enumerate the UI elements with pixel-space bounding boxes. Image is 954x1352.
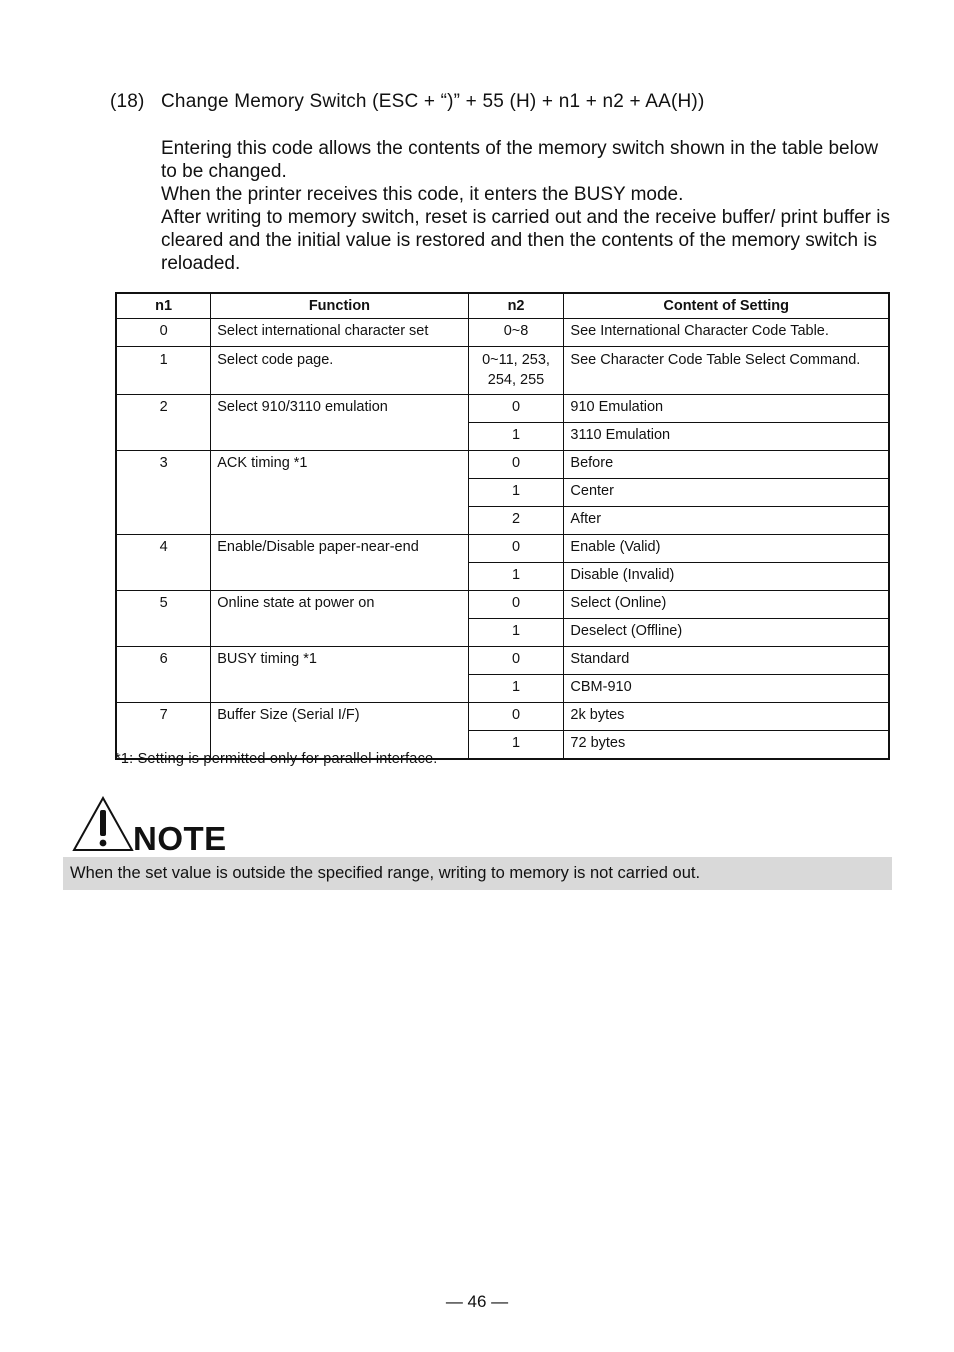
cell-n1: 6 — [116, 647, 211, 703]
cell-n1: 3 — [116, 451, 211, 535]
header-n1: n1 — [116, 293, 211, 319]
note-text: When the set value is outside the specified range, writing to memory is not carried out. — [63, 857, 892, 890]
cell-n1: 4 — [116, 535, 211, 591]
cell-n1: 7 — [116, 703, 211, 760]
cell-n2: 0 — [468, 395, 564, 423]
cell-n1: 5 — [116, 591, 211, 647]
cell-content: 910 Emulation — [564, 395, 889, 423]
cell-n2: 2 — [468, 507, 564, 535]
table-row — [116, 319, 889, 347]
cell-content: Select (Online) — [564, 591, 889, 619]
cell-n2: 0 — [468, 591, 564, 619]
memory-switch-table — [115, 292, 890, 760]
table-row — [116, 347, 889, 395]
table-row — [116, 395, 889, 423]
cell-n2: 0 — [468, 647, 564, 675]
cell-n2: 1 — [468, 423, 564, 451]
header-content: Content of Setting — [564, 293, 889, 319]
cell-content: Center — [564, 479, 889, 507]
paragraph-intro: Entering this code allows the contents of the memory switch shown in the table below to be changed. — [161, 138, 879, 182]
cell-n1: 0 — [116, 319, 211, 347]
table-row — [116, 647, 889, 675]
cell-content: See Character Code Table Select Command. — [564, 347, 889, 395]
table-row — [116, 535, 889, 563]
table-row — [116, 703, 889, 731]
cell-n1: 2 — [116, 395, 211, 451]
cell-n2: 1 — [468, 731, 564, 760]
note-title: NOTE — [133, 820, 227, 857]
cell-function: Enable/Disable paper-near-end — [211, 535, 468, 591]
table-header-row — [116, 293, 889, 319]
cell-n1: 1 — [116, 347, 211, 395]
section-number: (18) — [110, 91, 145, 112]
table-row — [116, 591, 889, 619]
cell-n2: 0~11, 253, 254, 255 — [468, 347, 564, 395]
table-footnote: *1: Setting is permitted only for parallel interface. — [115, 751, 438, 767]
cell-n2: 1 — [468, 479, 564, 507]
warning-triangle-icon — [72, 796, 134, 852]
page-number: — 46 — — [445, 1292, 509, 1311]
cell-content: Before — [564, 451, 889, 479]
cell-content: 2k bytes — [564, 703, 889, 731]
cell-content: After — [564, 507, 889, 535]
header-n2: n2 — [468, 293, 564, 319]
cell-function: Select code page. — [211, 347, 468, 395]
cell-function: Online state at power on — [211, 591, 468, 647]
cell-n2: 0 — [468, 535, 564, 563]
paragraph-reset: After writing to memory switch, reset is carried out and the receive buffer/ print buffer is cleared and the initial value is restored and then the contents of the memory switch is reloaded. — [161, 207, 890, 274]
cell-function: BUSY timing *1 — [211, 647, 468, 703]
paragraph-busy: When the printer receives this code, it enters the BUSY mode. — [161, 184, 684, 205]
cell-n2: 0 — [468, 451, 564, 479]
section-title: Change Memory Switch (ESC + “)” + 55 (H) + n1 + n2 + AA(H)) — [161, 91, 705, 112]
cell-n2: 1 — [468, 563, 564, 591]
cell-content: 72 bytes — [564, 731, 889, 760]
cell-function: Select international character set — [211, 319, 468, 347]
cell-n2: 0~8 — [468, 319, 564, 347]
cell-function: Buffer Size (Serial I/F) — [211, 703, 468, 760]
cell-n2: 1 — [468, 619, 564, 647]
cell-content: Deselect (Offline) — [564, 619, 889, 647]
header-function: Function — [211, 293, 468, 319]
cell-content: Standard — [564, 647, 889, 675]
cell-content: 3110 Emulation — [564, 423, 889, 451]
cell-function: Select 910/3110 emulation — [211, 395, 468, 451]
cell-content: Enable (Valid) — [564, 535, 889, 563]
cell-content: CBM-910 — [564, 675, 889, 703]
table-row — [116, 451, 889, 479]
cell-n2: 0 — [468, 703, 564, 731]
section-heading — [110, 91, 704, 113]
cell-content: Disable (Invalid) — [564, 563, 889, 591]
cell-content: See International Character Code Table. — [564, 319, 889, 347]
cell-n2: 1 — [468, 675, 564, 703]
cell-function: ACK timing *1 — [211, 451, 468, 535]
